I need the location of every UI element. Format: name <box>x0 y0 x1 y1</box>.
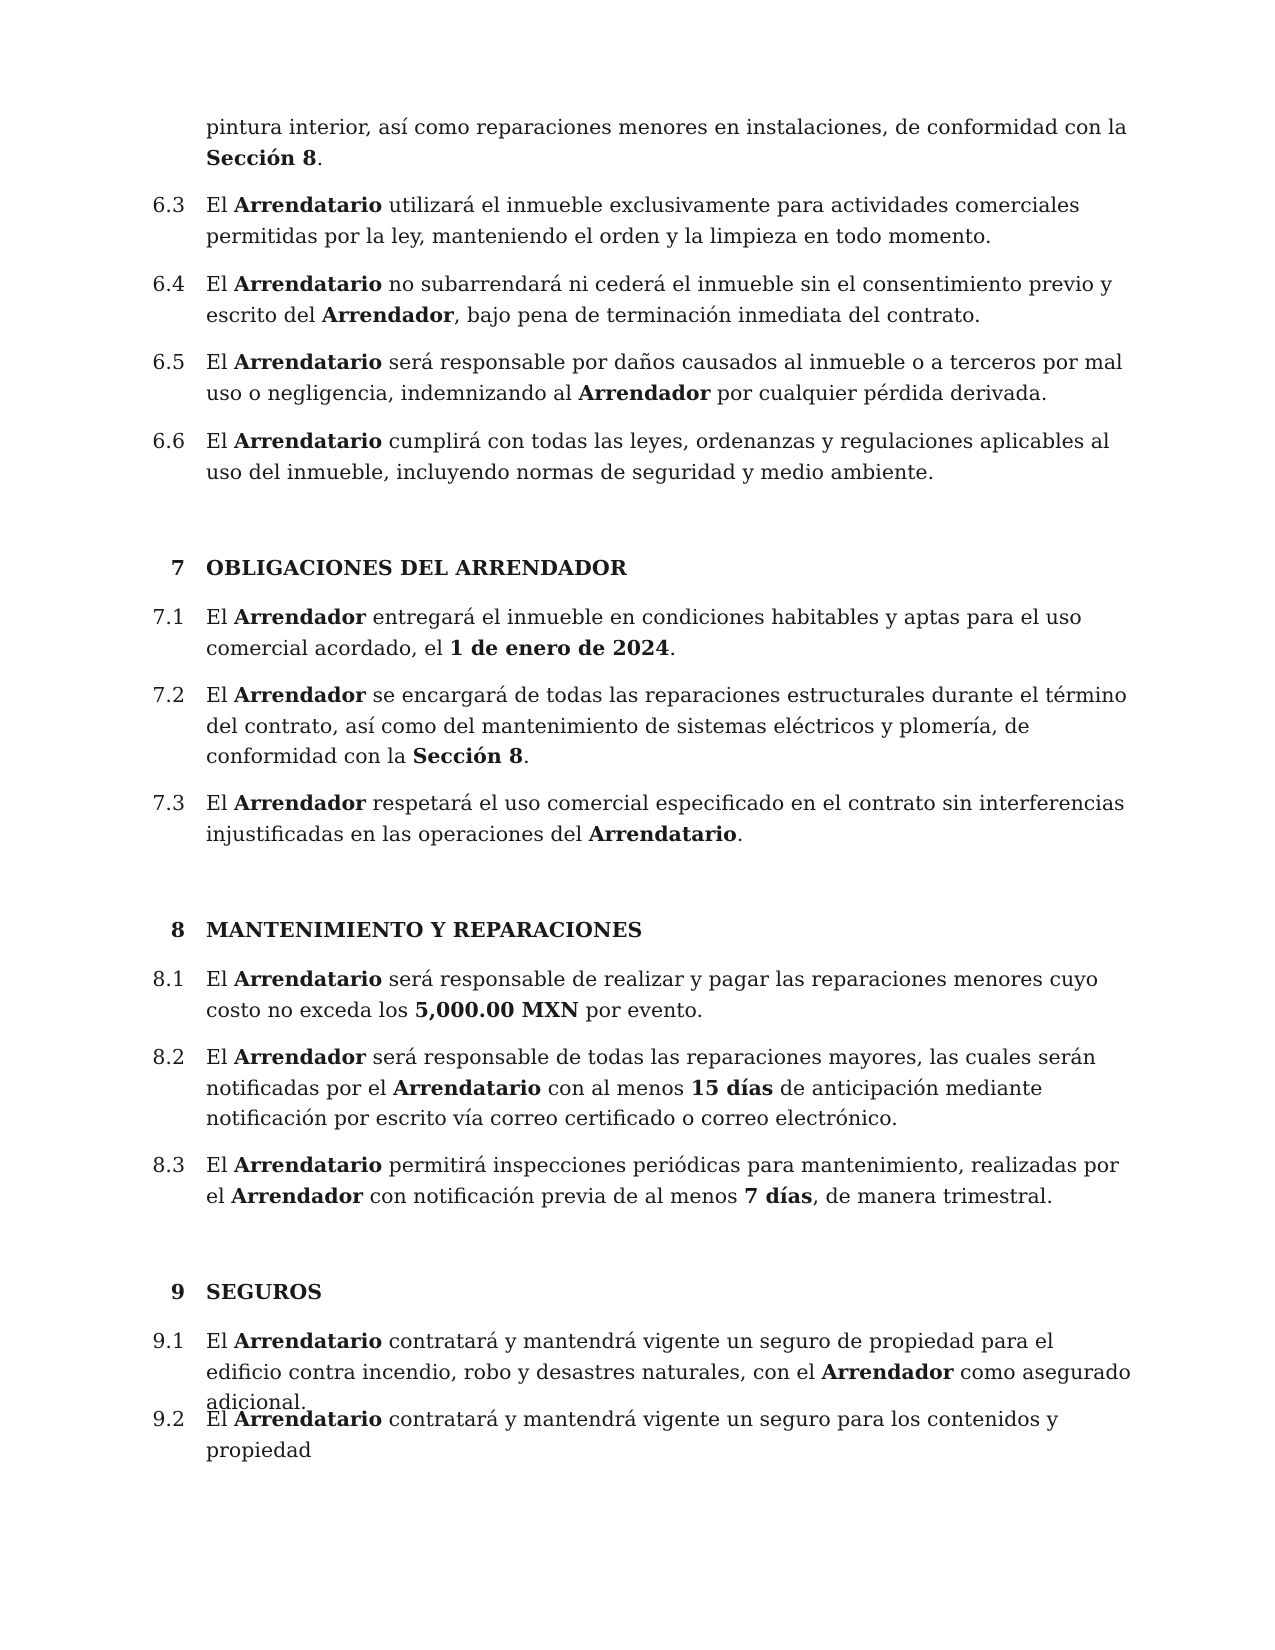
paragraph-text <box>206 112 1131 173</box>
clause-text <box>206 602 1131 663</box>
bold-term: Sección 8 <box>412 744 524 768</box>
text-run: respetará el uso comercial especificado en el contrato sin interferencias injustificadas en las operaciones del <box>206 791 1125 846</box>
text-run: El <box>206 350 235 374</box>
text-run: utilizará el inmueble exclusivamente para actividades comerciales permitidas por la ley, manteniendo el orden y la limpieza en todo momento. <box>206 193 1080 248</box>
clause-text <box>206 1150 1131 1211</box>
section-title: OBLIGACIONES DEL ARRENDADOR <box>206 556 628 580</box>
clause-number: 9.2 <box>152 1407 185 1431</box>
bold-term: Arrendatario <box>234 350 383 374</box>
section-number: 9 <box>170 1280 185 1304</box>
bold-term: Arrendador <box>234 1045 366 1069</box>
clause-number: 6.3 <box>152 193 185 217</box>
bold-term: Arrendatario <box>234 193 383 217</box>
bold-term: 15 días <box>690 1075 774 1100</box>
text-run: . <box>523 744 530 768</box>
clause-text <box>206 426 1131 487</box>
section-number: 8 <box>170 918 185 942</box>
text-run: , bajo pena de terminación inmediata del contrato. <box>453 302 981 327</box>
bold-term: Sección 8 <box>206 145 317 170</box>
clause-text <box>206 190 1131 251</box>
clause-text <box>206 347 1131 408</box>
clause-text <box>206 1404 1131 1465</box>
clause-text <box>206 1042 1131 1134</box>
bold-term: Arrendatario <box>393 1075 542 1100</box>
clause-number: 6.5 <box>152 350 185 374</box>
clause-text <box>206 964 1131 1025</box>
bold-term: Arrendador <box>234 605 366 629</box>
bold-term: Arrendatario <box>234 1329 383 1353</box>
text-run: El <box>206 791 235 815</box>
text-run: con notificación previa de al menos <box>363 1183 745 1208</box>
text-run: se encargará de todas las reparaciones estructurales durante el término del contrato, así como del mantenimiento de sistemas eléctricos y plomería, de conformidad con la <box>206 683 1127 768</box>
text-run: será responsable por daños causados al inmueble o a terceros por mal uso o negligencia, indemnizando al <box>206 350 1123 405</box>
clause-number: 7.1 <box>152 605 185 629</box>
text-run: El <box>206 605 235 629</box>
section-title: MANTENIMIENTO Y REPARACIONES <box>206 918 643 942</box>
clause-number: 8.3 <box>152 1153 185 1177</box>
text-run: El <box>206 272 235 296</box>
bold-term: Arrendatario <box>234 1407 383 1431</box>
section-title: SEGUROS <box>206 1280 323 1304</box>
text-run: de anticipación mediante notificación por escrito vía correo certificado o correo electrónico. <box>206 1075 1043 1130</box>
clause-number: 6.6 <box>152 429 185 453</box>
text-run: permitirá inspecciones periódicas para mantenimiento, realizadas por el <box>206 1153 1119 1208</box>
bold-term: Arrendatario <box>234 967 383 991</box>
text-run: . <box>316 145 324 170</box>
clause-number: 7.3 <box>152 791 185 815</box>
text-run: El <box>206 1407 235 1431</box>
text-run: . <box>669 635 677 660</box>
text-run: será responsable de realizar y pagar las reparaciones menores cuyo costo no exceda los <box>206 967 1099 1022</box>
text-run: El <box>206 967 235 991</box>
text-run: El <box>206 683 235 707</box>
bold-term: Arrendador <box>234 791 366 815</box>
clause-text <box>206 269 1131 330</box>
bold-term: Arrendador <box>578 380 711 405</box>
bold-term: Arrendatario <box>234 1153 383 1177</box>
bold-term: Arrendador <box>234 683 366 707</box>
section-number: 7 <box>170 556 185 580</box>
bold-term: Arrendador <box>321 302 454 327</box>
text-run: cumplirá con todas las leyes, ordenanzas y regulaciones aplicables al uso del inmueble, incluyendo normas de seguridad y medio ambiente. <box>206 429 1110 484</box>
bold-term: Arrendador <box>821 1359 954 1384</box>
text-run: , de manera trimestral. <box>812 1183 1053 1208</box>
text-run: El <box>206 429 235 453</box>
bold-term: Arrendatario <box>234 272 383 296</box>
text-run: pintura interior, así como reparaciones menores en instalaciones, de conformidad con la <box>206 115 1127 139</box>
text-run: por cualquier pérdida derivada. <box>710 380 1048 405</box>
clause-number: 8.2 <box>152 1045 185 1069</box>
text-run: contratará y mantendrá vigente un seguro de propiedad para el edificio contra incendio, robo y desastres naturales, con el <box>206 1329 1054 1384</box>
text-run: entregará el inmueble en condiciones habitables y aptas para el uso comercial acordado, el <box>206 605 1082 660</box>
text-run: contratará y mantendrá vigente un seguro para los contenidos y propiedad <box>206 1407 1059 1462</box>
bold-term: 1 de enero de 2024 <box>449 635 670 660</box>
text-run: El <box>206 1045 235 1069</box>
clause-number: 8.1 <box>152 967 185 991</box>
bold-term: Arrendatario <box>234 429 383 453</box>
bold-term: Arrendatario <box>588 821 737 846</box>
bold-term: Arrendador <box>231 1183 364 1208</box>
text-run: como asegurado adicional. <box>206 1359 1131 1414</box>
bold-term: 5,000.00 MXN <box>414 997 579 1022</box>
bold-term: 7 días <box>744 1183 813 1208</box>
text-run: El <box>206 1153 235 1177</box>
text-run: será responsable de todas las reparaciones mayores, las cuales serán notificadas por el <box>206 1045 1096 1100</box>
text-run: El <box>206 1329 235 1353</box>
text-run: El <box>206 193 235 217</box>
clause-text <box>206 788 1131 849</box>
text-run: por evento. <box>578 997 704 1022</box>
clause-number: 6.4 <box>152 272 185 296</box>
clause-number: 7.2 <box>152 683 185 707</box>
clause-number: 9.1 <box>152 1329 185 1353</box>
clause-text <box>206 680 1131 772</box>
text-run: no subarrendará ni cederá el inmueble sin el consentimiento previo y escrito del <box>206 272 1113 327</box>
text-run: con al menos <box>541 1075 691 1100</box>
text-run: . <box>736 821 744 846</box>
